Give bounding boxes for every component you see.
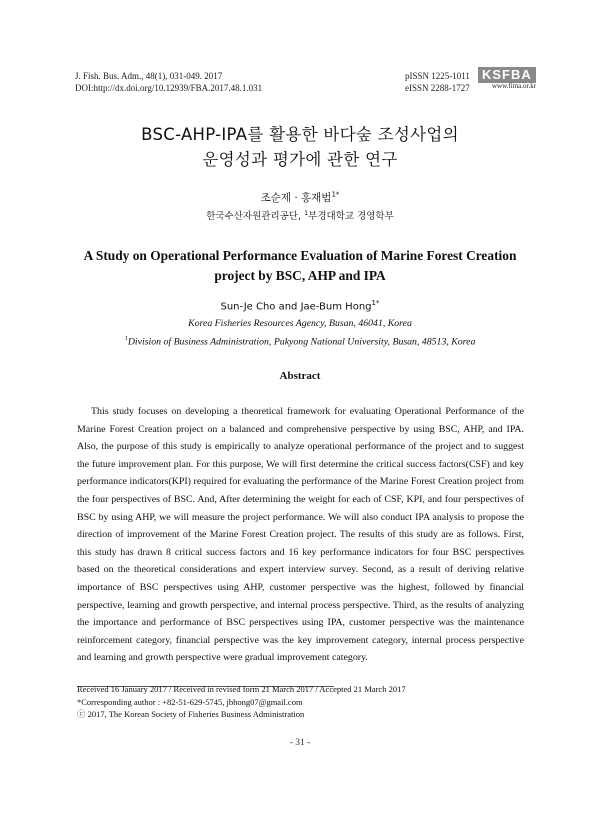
pissn: pISSN 1225-1011 <box>405 71 470 81</box>
korean-author-names: 조순제 · 홍재범 <box>260 192 332 204</box>
korean-title <box>0 122 600 172</box>
eissn: eISSN 2288-1727 <box>405 83 470 93</box>
korean-author-mark: 1* <box>331 190 340 199</box>
footnotes <box>77 683 406 721</box>
corresponding-author: *Corresponding author : +82-51-629-5745, jbhong07@gmail.com <box>77 696 303 707</box>
korean-affiliation-1: 한국수산자원관리공단, <box>206 211 301 222</box>
english-title <box>60 246 540 286</box>
page-number: - 31 - <box>289 738 311 748</box>
korean-title-line-1: BSC-AHP-IPA를 활용한 바다숲 조성사업의 <box>141 125 459 144</box>
korean-affiliation-mark: 1 <box>304 208 309 217</box>
copyright-notice: ⓒ 2017, The Korean Society of Fisheries Business Administration <box>77 709 305 719</box>
english-affiliation-2-block <box>0 335 600 347</box>
english-title-line-2: project by BSC, AHP and IPA <box>214 268 386 283</box>
korean-authors <box>0 190 600 205</box>
korean-title-line-2: 운영성과 평가에 관한 연구 <box>202 150 398 169</box>
english-title-line-1: A Study on Operational Performance Evaluation of Marine Forest Creation <box>83 248 517 263</box>
abstract-text: This study focuses on developing a theoretical framework for evaluating Operational Performance of the Marine Forest Creation project on a balanced and comprehensive perspective by using BSC, AHP, and IPA. Also, the purpose of this study is empirically to analyze operational performance of the project and to suggest the future improvement plan. For this purpose, We will first determine the critical success factors(CSF) and key performance indicators(KPI) required for evaluating the performance of the Marine Forest Creation project from the four perspectives of BSC. And, After determining the weight for each of CSF, KPI, and four perspectives of BSC by using AHP, we will measure the project performance. We will also conduct IPA analysis to propose the direction of improvement of the Marine Forest Creation project. The results of this study are as follows. First, this study has drawn 8 critical success factors and 16 key performance indicators for four BSC perspectives based on the theoretical considerations and expert interview survey. Second, as a result of deriving relative importance of BSC perspectives using AHP, customer perspective was the highest, followed by financial perspective, learning and growth perspective, and internal process perspective. Third, as the results of analyzing the importance and performance of BSC perspectives using IPA, customer perspective was the maintenance reinforcement category, financial perspective was the key improvement category, internal process perspective and learning and growth perspective were gradual improvement category. <box>77 406 524 664</box>
doi-link[interactable]: DOI:http://dx.doi.org/10.12939/FBA.2017.48.1.031 <box>75 83 263 93</box>
ksfba-logo: KSFBA <box>478 67 536 83</box>
ksfba-logo-block <box>478 66 537 90</box>
abstract-heading: Abstract <box>279 370 321 382</box>
korean-affiliations <box>0 208 600 222</box>
english-affiliation-mark: 1 <box>124 335 128 342</box>
issn-block <box>405 70 470 94</box>
journal-citation: J. Fish. Bus. Adm., 48(1), 031-049. 2017 <box>75 71 223 81</box>
society-url[interactable]: www.fima.or.kr <box>492 82 537 90</box>
received-dates: Received 16 January 2017 / Received in revised form 21 March 2017 / Accepted 21 March 2017 <box>77 684 406 694</box>
english-affiliation-2: Division of Business Administration, Pukyong National University, Busan, 48513, Korea <box>127 336 476 348</box>
english-author-mark: 1* <box>371 299 380 307</box>
english-affiliation-1: Korea Fisheries Resources Agency, Busan, 46041, Korea <box>188 318 412 329</box>
korean-affiliation-2: 부경대학교 경영학부 <box>308 211 394 222</box>
english-authors <box>0 299 600 312</box>
journal-header <box>75 70 262 94</box>
english-author-names: Sun-Je Cho and Jae-Bum Hong <box>220 301 372 313</box>
